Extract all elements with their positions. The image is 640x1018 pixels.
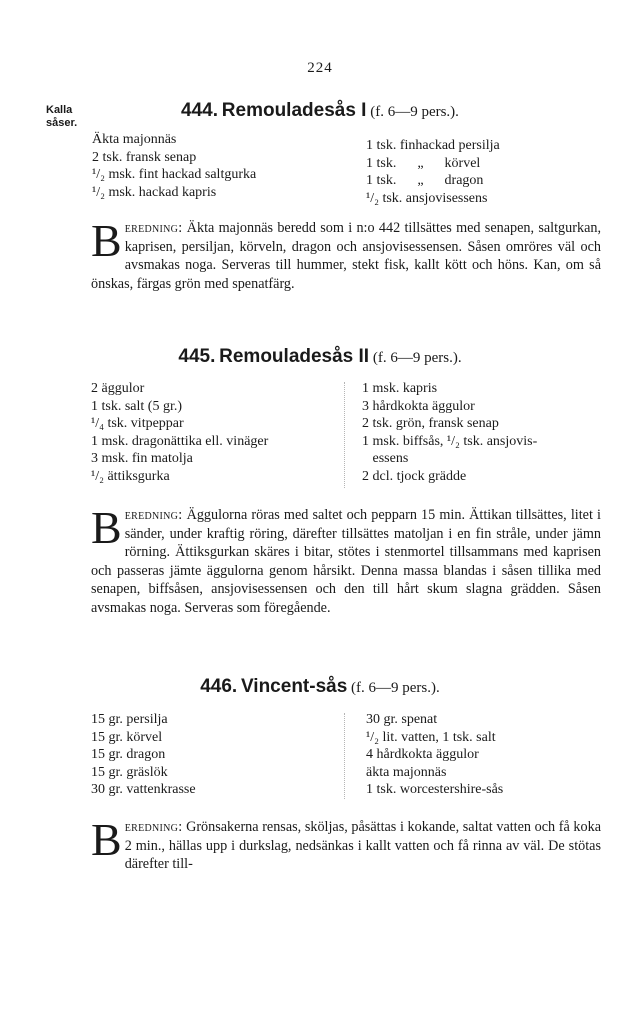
ingredient: 30 gr. vattenkrasse xyxy=(91,782,196,797)
column-divider xyxy=(344,382,345,488)
method-text: Grönsakerna rensas, sköljas, påsättas i kokande, saltat vatten och få koka 2 min., hällas upp i durkslag, nedsänkas i kallt vatten och få rinna av väl. De stötas därefter till- xyxy=(124,819,601,872)
method-paragraph xyxy=(91,502,601,617)
ingredient: 15 gr. dragon xyxy=(91,747,166,762)
ingredient: 1 msk. biffsås, ¹/₂ tsk. ansjovis- xyxy=(362,433,538,449)
recipe-persons: (f. 6—9 pers.). xyxy=(351,680,440,696)
ingredient: 1 msk. kapris xyxy=(362,381,438,396)
page-number: 224 xyxy=(307,60,333,76)
ingredient: ¹/₂ ättiksgurka xyxy=(91,468,170,484)
method-text: Äkta majonnäs beredd som i n:o 442 tillsättes med senapen, saltgurkan, kaprisen, persiljan, körveln, dragon och ansjovisessensen. Såsen omröres väl och avsmakas noga. Serveras till hummer, stekt fisk, kallt kött och höns. Kan, om så önskas, färgas grön med spenatfärg. xyxy=(91,220,602,292)
ingredient: ¹/₂ lit. vatten, 1 tsk. salt xyxy=(366,729,496,745)
method-paragraph xyxy=(91,215,602,293)
ingredient: 1 tsk. finhackad persilja xyxy=(366,138,500,153)
ingredients-right xyxy=(362,380,537,485)
ingredient: ¹/₂ msk. hackad kapris xyxy=(92,184,217,200)
ingredient: 4 hårdkokta äggulor xyxy=(366,747,479,762)
ingredient: 1 msk. dragonättika ell. vinäger xyxy=(91,433,269,449)
column-divider xyxy=(344,713,345,799)
method-paragraph xyxy=(91,814,601,874)
ingredient: 2 tsk. fransk senap xyxy=(92,149,197,165)
ingredient: ¹/₄ tsk. vitpeppar xyxy=(91,416,184,431)
ingredient: 30 gr. spenat xyxy=(366,712,438,727)
recipe-persons: (f. 6—9 pers.). xyxy=(370,104,459,120)
margin-note-line: såser. xyxy=(46,117,78,129)
ingredient: ¹/₂ tsk. ansjovisessens xyxy=(366,190,488,206)
recipe-title xyxy=(0,100,640,122)
recipe-title xyxy=(0,346,640,368)
ingredient: 15 gr. körvel xyxy=(91,729,163,745)
ingredients-left xyxy=(92,131,256,201)
recipe-name: Remouladesås II xyxy=(219,346,370,367)
method-label: eredning: xyxy=(124,220,183,236)
ingredient: 1 tsk. „ dragon xyxy=(366,173,484,188)
drop-cap: B xyxy=(91,814,122,865)
margin-note-line: Kalla xyxy=(46,104,73,116)
ingredient: ¹/₂ msk. fint hackad saltgurka xyxy=(92,167,257,182)
drop-cap: B xyxy=(91,502,122,553)
ingredient: äkta majonnäs xyxy=(366,764,447,780)
ingredients-left xyxy=(91,380,268,485)
method-text: Äggulorna röras med saltet och pepparn 15 min. Ättikan tillsättes, litet i sänder, under kraftig röring, därefter tillsättes matoljan i en fin stråle, under jämn rörning. Ättiksgurkan skäres i bitar, stötes i stenmortel tillsammans med kaprisen och passeras jämte äggulorna genom hårsikt. Denna massa blandas i såsen tillika med senapen, biffsåsen, ansjovisessensen och den till hårt skum slagna grädden. Såsen avsmakas noga. Serveras som föregående. xyxy=(91,507,601,616)
ingredient: essens xyxy=(362,451,409,466)
ingredient: 3 msk. fin matolja xyxy=(91,451,193,466)
ingredient: 15 gr. persilja xyxy=(91,712,168,727)
ingredient: 2 tsk. grön, fransk senap xyxy=(362,416,499,431)
ingredient: 15 gr. gräslök xyxy=(91,764,168,780)
method-label: eredning: xyxy=(124,819,183,835)
ingredient: Äkta majonnäs xyxy=(92,132,177,147)
ingredient: 1 tsk. „ körvel xyxy=(366,155,481,171)
method-label: eredning: xyxy=(124,507,183,523)
recipe-number: 446. xyxy=(200,676,238,697)
ingredients-right xyxy=(366,137,500,207)
drop-cap: B xyxy=(91,215,122,266)
ingredient: 1 tsk. worcestershire-sås xyxy=(366,782,504,797)
ingredient: 2 dcl. tjock grädde xyxy=(362,468,467,484)
recipe-number: 444. xyxy=(181,100,219,121)
ingredient: 1 tsk. salt (5 gr.) xyxy=(91,398,182,414)
recipe-persons: (f. 6—9 pers.). xyxy=(372,350,462,366)
recipe-name: Vincent-sås xyxy=(240,676,348,697)
ingredient: 2 äggulor xyxy=(91,381,145,396)
ingredients-left xyxy=(91,711,196,799)
ingredient: 3 hårdkokta äggulor xyxy=(362,398,475,414)
ingredients-right xyxy=(366,711,503,799)
recipe-title xyxy=(0,676,640,698)
recipe-name: Remouladesås I xyxy=(221,100,367,121)
recipe-number: 445. xyxy=(178,346,216,367)
